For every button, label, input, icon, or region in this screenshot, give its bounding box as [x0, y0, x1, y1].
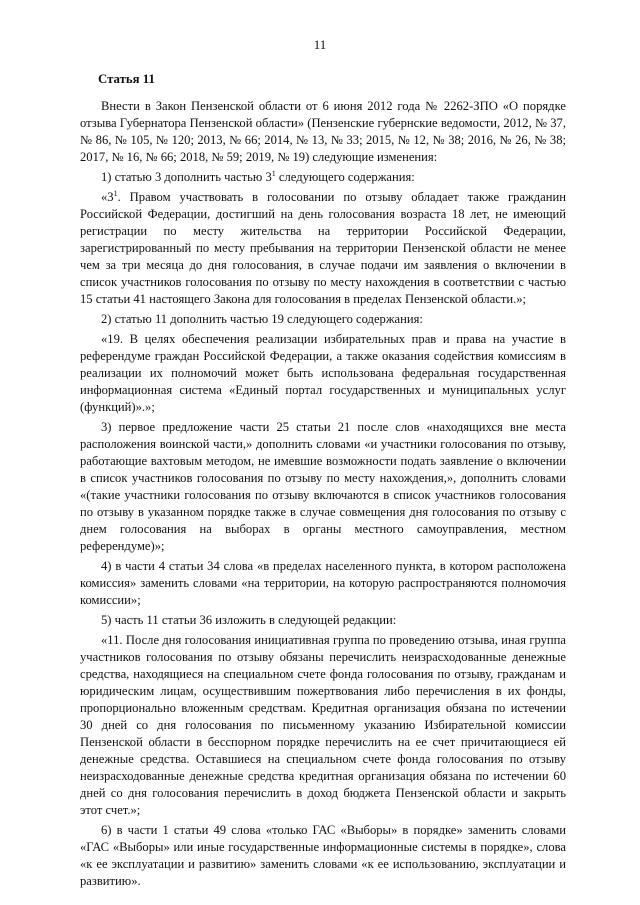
quote-5: «11. После дня голосования инициативная группа по проведению отзыва, иная группа участников голосования по отзыву обязаны перечислить неизрасходованные денежные средства, находящиеся на специальном счете фонда голосования по отзыву, гражданам и юридическим лицам, осуществившим пожертвования либо перечисления в их фонды, пропорционально вложенным средствам. Кредитная организация обязана по истечении 30 дней со дня голосования по письменному указанию Избирательной комиссии Пензенской области в бесспорном порядке перечислить на ее счет причитающиеся ей денежные средства. Оставшиеся на специальном счете фонда голосования по отзыву неизрасходованные денежные средства кредитная организация обязана по истечении 60 дней со дня голосования перечислить в доход бюджета Пензенской области и закрыть этот счет.»; — [80, 633, 566, 817]
item-1 — [80, 169, 566, 186]
quote-1 — [80, 189, 566, 308]
intro-paragraph: Внести в Закон Пензенской области от 6 июня 2012 года № 2262-ЗПО «О порядке отзыва Губернатора Пензенской области» (Пензенские губернские ведомости, 2012, № 37, № 86, № 105, № 120; 2013, № 66; 2014, № 13, № 33; 2015, № 12, № 38; 2016, № 26, № 38; 2017, № 16, № 66; 2018, № 59; 2019, № 19) следующие изменения: — [80, 99, 566, 164]
article-title: Статья 11 — [98, 72, 155, 86]
page-number: 11 — [313, 37, 327, 52]
item-1-text-end: следующего содержания: — [275, 170, 415, 184]
quote-2: «19. В целях обеспечения реализации избирательных прав и права на участие в референдуме граждан Российской Федерации, а также оказания содействия комиссиям в реализации их полномочий может быть использована федеральная государственная информационная система «Единый портал государственных и муниципальных услуг (функций)».»; — [80, 332, 566, 414]
quote-1-text: . Правом участвовать в голосовании по отзыву обладает также гражданин Российской Федерации, достигший на день голосования возраста 18 лет, не имеющий регистрации по месту жительства на территории Российской Федерации, зарегистрированный по месту пребывания на территории Пензенской области не менее чем за три месяца до дня голосования, в случае подачи им заявления о включении в список участников голосования по отзыву по месту нахождения в соответствии с частью 15 статьи 41 настоящего Закона для голосования в пределах Пензенской области.»; — [80, 190, 566, 306]
document-body — [80, 71, 566, 893]
item-6: 6) в части 1 статьи 49 слова «только ГАС «Выборы» в порядке» заменить словами «ГАС «Выборы» или иные государственные информационные системы в порядке», слова «к ее эксплуатации и развитию» заменить словами «к ее использованию, эксплуатации и развитию». — [80, 823, 566, 888]
item-1-text: 1) статью 3 дополнить частью 3 — [101, 170, 272, 184]
item-2: 2) статью 11 дополнить частью 19 следующего содержания: — [101, 312, 423, 326]
item-4: 4) в части 4 статьи 34 слова «в пределах населенного пункта, в котором расположена комиссия» заменить словами «на территории, на которую распространяются полномочия комиссии»; — [80, 559, 566, 607]
item-3: 3) первое предложение части 25 статьи 21 после слов «находящихся вне места расположения воинской части,» дополнить словами «и участники голосования по отзыву, работающие вахтовым методом, не имевшие возможности подать заявление о включении в список участников голосования по отзыву по месту нахождения,», дополнить словами «(такие участники голосования по отзыву включаются в список участников голосования по отзыву в указанном порядке также в случае совмещения дня голосования по отзыву с днем голосования на выборах в органы местного самоуправления, местном референдуме)»; — [80, 420, 566, 553]
quote-1-start: «3 — [101, 190, 114, 204]
quote-1-superscript: 1 — [113, 188, 118, 198]
item-1-superscript: 1 — [271, 168, 276, 178]
item-5: 5) часть 11 статьи 36 изложить в следующей редакции: — [101, 613, 397, 627]
